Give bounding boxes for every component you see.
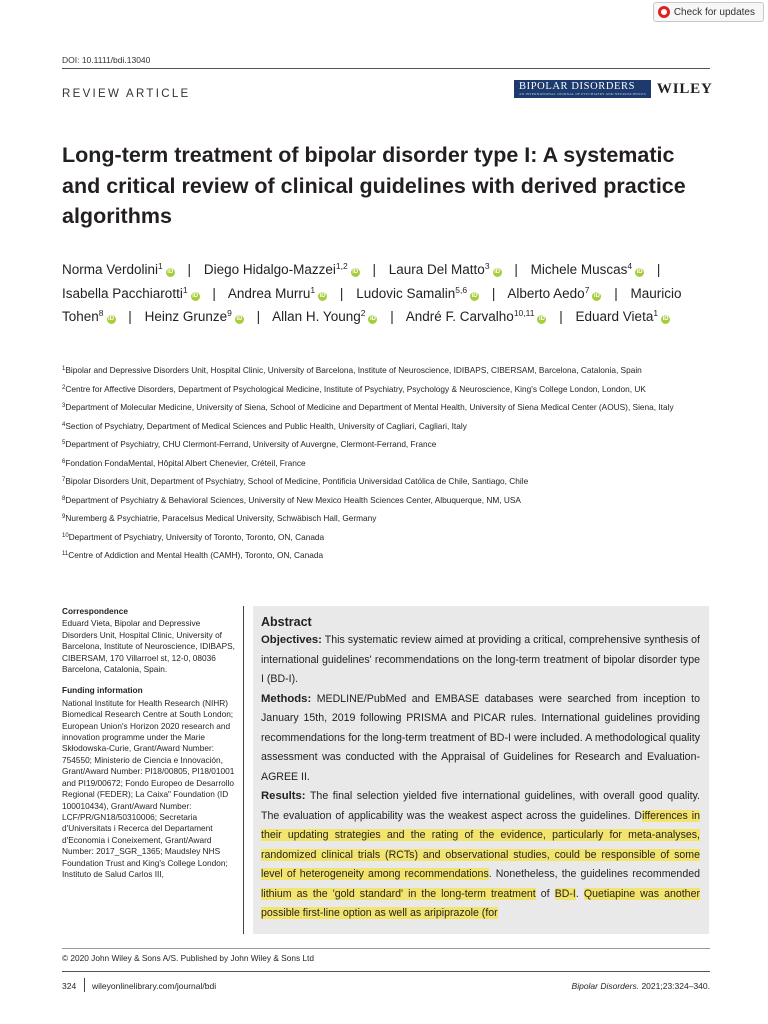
author-separator: | [614,285,618,301]
page-number: 324 [62,981,77,991]
author [507,286,601,301]
orcid-icon[interactable]: iD [108,316,115,322]
footer-separator [84,978,85,992]
affiliation-text: Department of Psychiatry, University of Toronto, Toronto, ON, Canada [68,531,325,542]
results-text: . [575,887,584,900]
journal-logo [514,80,713,98]
affiliation-text: Nuremberg & Psychiatrie, Paracelsus Medical University, Schwäbisch Hall, Germany [65,513,377,523]
objectives-text: This systematic review aimed at providing a critical, comprehensive synthesis of international guidelines' recommendations on the long-term treatment of bipolar disorder type I (BD-I). [261,634,700,685]
author [145,309,244,324]
affiliation [62,512,712,525]
results-text: of [535,887,555,900]
orcid-icon[interactable]: iD [236,316,243,322]
orcid-icon[interactable]: iD [167,269,174,275]
highlighted-text[interactable]: ifferences in their updating strategies and the rating of the evidence, particularly for meta-analyses, randomized clinical trials (RCTs) and observational studies, could be responsible of some level of heterogeneity among recommendations [261,809,700,880]
author-affiliation-number: 1 [310,284,316,295]
affiliation-number: 8 [62,495,66,502]
affiliation-list [62,364,712,568]
funding-block [62,685,238,880]
author-affiliation-number: 5,6 [455,284,468,295]
affiliation [62,401,712,414]
author-separator: | [339,285,344,301]
author-affiliation-number: 7 [584,284,590,295]
author-name: Eduard Vieta [575,309,654,324]
author-separator: | [390,309,394,324]
affiliation [62,420,712,433]
author [62,262,175,277]
publisher-logo: WILEY [656,80,713,97]
author-name: Isabella Pacchiarotti [62,285,183,301]
copyright-divider [62,948,710,949]
author-affiliation-number: 3 [484,261,490,271]
affiliation-text: Department of Psychiatry, CHU Clermont-Ferrand, University of Auvergne, Clermont-Ferrand, France [65,439,437,449]
correspondence-text: Eduard Vieta, Bipolar and Depressive Disorders Unit, Hospital Clinic, University of Barcelona, Institute of Neuroscience, IDIBAPS, CIBERSAM, 170 Villarroel st, 12-0, 08036 Barcelona, Catalonia, Spain. [62,618,235,675]
check-for-updates-button[interactable] [653,2,764,22]
author-name: Mauricio Tohen [62,285,682,324]
author-separator: | [491,285,496,301]
affiliation [62,549,712,562]
journal-url-link[interactable]: wileyonlinelibrary.com/journal/bdi [92,981,217,991]
abstract-methods [261,690,700,788]
affiliation-number: 7 [62,477,66,483]
highlighted-text[interactable]: BD-I [554,887,576,900]
author-affiliation-number: 2 [360,308,366,318]
author-name: Andrea Murru [227,285,311,301]
author-name: Laura Del Matto [388,262,485,277]
author-affiliation-number: 8 [98,308,104,318]
citation-journal: Bipolar Disorders. [571,981,640,991]
affiliation-number: 3 [62,403,66,409]
highlighted-text[interactable]: Quetiapine was another possible first-line option as well as aripiprazole (for [261,887,700,919]
affiliation-text: Centre for Affective Disorders, Department of Psychological Medicine, Institute of Psychiatry, Psychology & Neuroscience, King's College London, London, UK [65,383,646,394]
affiliation [62,475,712,488]
affiliation [62,383,712,396]
orcid-icon[interactable]: iD [593,292,600,299]
copyright-notice: © 2020 John Wiley & Sons A/S. Published by John Wiley & Sons Ltd [62,953,314,963]
affiliation-text: Section of Psychiatry, Department of Medical Sciences and Public Health, University of Cagliari, Cagliari, Italy [65,420,467,431]
author-separator: | [656,262,661,277]
affiliation [62,364,712,377]
journal-logo-text: BIPOLAR DISORDERS [519,80,636,92]
author-affiliation-number: 4 [627,261,633,271]
article-title: Long-term treatment of bipolar disorder type I: A systematic and critical review of clinical guidelines with derived practice algorithms [62,143,686,228]
abstract-results [261,787,700,924]
orcid-icon[interactable]: iD [369,316,376,322]
author-separator: | [128,309,132,324]
affiliation-text: Centre of Addiction and Mental Health (CAMH), Toronto, ON, Canada [68,550,324,560]
author [356,286,479,301]
affiliation [62,494,712,507]
check-updates-label: Check for updates [673,6,755,18]
citation-details: 2021;23:324–340. [639,981,710,991]
author [576,309,671,324]
author-name: Ludovic Samalin [356,285,456,301]
funding-text: National Institute for Health Research (NIHR) Biomedical Research Centre at South London; European Union's Horizon 2020 research and innovation programme under the Marie Skłodowska-Curie, Grant/Award Number: 754550; Ministerio de Ciencia e Innovación, Grant/Award Number: PI18/00805, PI18/01001 and PI19/00672; Fondo Europeo de Desarrollo Regional (FEDER); La Caixa" Foundation (ID 100010434), Grant/Award Number: LCF/PR/GN18/50310006; Secretaria d'Universitats i Recerca del Departament d'Economia i Coneixement, Grant/Award Number: 2017_SGR_1365; Maudsley NHS Foundation Trust and King's College London; Instituto de Salud Carlos III, [62,697,235,879]
orcid-icon[interactable]: iD [319,292,326,299]
affiliation-text: Department of Psychiatry & Behavioral Sciences, University of New Mexico Health Sciences Center, Albuquerque, NM, USA [65,494,521,505]
author-name: André F. Carvalho [405,309,514,324]
orcid-icon[interactable]: iD [538,316,545,322]
affiliation-number: 2 [62,384,66,391]
article-type: REVIEW ARTICLE [62,88,191,100]
affiliation-text: Fondation FondaMental, Hôpital Albert Chenevier, Créteil, France [65,457,306,468]
orcid-icon[interactable]: iD [471,292,478,299]
affiliation-number: 11 [62,551,69,557]
author-affiliation-number: 9 [227,308,232,318]
methods-label: Methods: [261,692,312,705]
orcid-icon[interactable]: iD [662,316,669,322]
abstract-heading: Abstract [261,615,312,629]
affiliation-number: 4 [62,421,66,428]
affiliation-text: Bipolar and Depressive Disorders Unit, Hospital Clinic, University of Barcelona, Institute of Neuroscience, IDIBAPS, CIBERSAM, Barcelona, Catalonia, Spain [65,365,642,375]
author [204,262,360,277]
citation [572,981,710,991]
affiliation-number: 6 [62,458,66,465]
journal-logo-subtext: AN INTERNATIONAL JOURNAL OF PSYCHIATRY AND NEUROSCIENCES [519,92,646,96]
orcid-icon[interactable]: iD [352,269,359,275]
author-affiliation-number: 1 [182,284,188,295]
results-text: The final selection yielded five international guidelines, with overall good quality. The evaluation of applicability was the weakest aspect across the guidelines. D [261,790,700,822]
funding-heading: Funding information [62,685,143,696]
abstract-box [253,606,709,934]
methods-text: MEDLINE/PubMed and EMBASE databases were searched from inception to January 15th, 2019 following PRISMA and PICAR rules. International guidelines providing recommendations for the long-term treatment of BD-I were included. A methodological quality assessment was conducted with the Appraisal of Guidelines for Research and Evaluation-AGREE II. [261,692,700,783]
author-separator: | [256,309,261,324]
sidebar-info [62,606,238,890]
author-name: Heinz Grunze [144,309,228,324]
affiliation-number: 1 [62,366,66,372]
author [228,286,327,301]
affiliation [62,457,712,470]
author [531,262,645,277]
affiliation [62,438,712,451]
author-list [62,258,712,329]
footer-divider [62,971,710,972]
affiliation-text: Bipolar Disorders Unit, Department of Psychiatry, School of Medicine, Pontificia Universidad Católica de Chile, Santiago, Chile [65,476,529,486]
column-divider [243,606,244,934]
author-name: Michele Muscas [530,262,628,277]
check-updates-icon [658,6,670,18]
correspondence-block [62,606,238,675]
results-label: Results: [261,790,306,802]
highlighted-text[interactable]: lithium as the 'gold standard' in the long-term treatment [261,887,536,900]
affiliation-number: 5 [62,440,66,446]
doi[interactable]: DOI: 10.1111/bdi.13040 [62,55,151,65]
affiliation [62,531,712,544]
author-separator: | [187,262,192,277]
author [272,309,377,324]
orcid-icon[interactable]: iD [192,292,199,299]
author-affiliation-number: 1,2 [335,261,348,271]
author-separator: | [372,262,376,277]
author [62,286,200,301]
affiliation-text: Department of Molecular Medicine, University of Siena, School of Medicine and Department of Mental Health, University of Siena Medical Center (AOUS), Siena, Italy [65,402,674,412]
author-separator: | [212,285,216,301]
author-affiliation-number: 10,11 [513,308,535,318]
author-affiliation-number: 1 [158,261,163,271]
author-name: Alberto Aedo [507,285,585,301]
author-name: Allan H. Young [272,309,361,324]
affiliation-number: 9 [62,514,66,520]
bipolar-disorders-logo [514,80,651,98]
author-separator: | [514,262,518,277]
orcid-icon[interactable]: iD [636,269,643,275]
header-divider [62,68,710,69]
author-separator: | [559,309,563,324]
results-text: . Nonetheless, the guidelines recommended [488,868,700,880]
author [406,309,547,324]
author-name: Norma Verdolini [62,262,159,277]
affiliation-number: 10 [62,532,69,539]
abstract-objectives [261,631,700,690]
correspondence-heading: Correspondence [62,606,128,616]
author [389,262,502,277]
orcid-icon[interactable]: iD [494,269,501,275]
objectives-label: Objectives: [261,634,322,646]
author-affiliation-number: 1 [653,308,659,318]
author-name: Diego Hidalgo-Mazzei [203,262,336,277]
